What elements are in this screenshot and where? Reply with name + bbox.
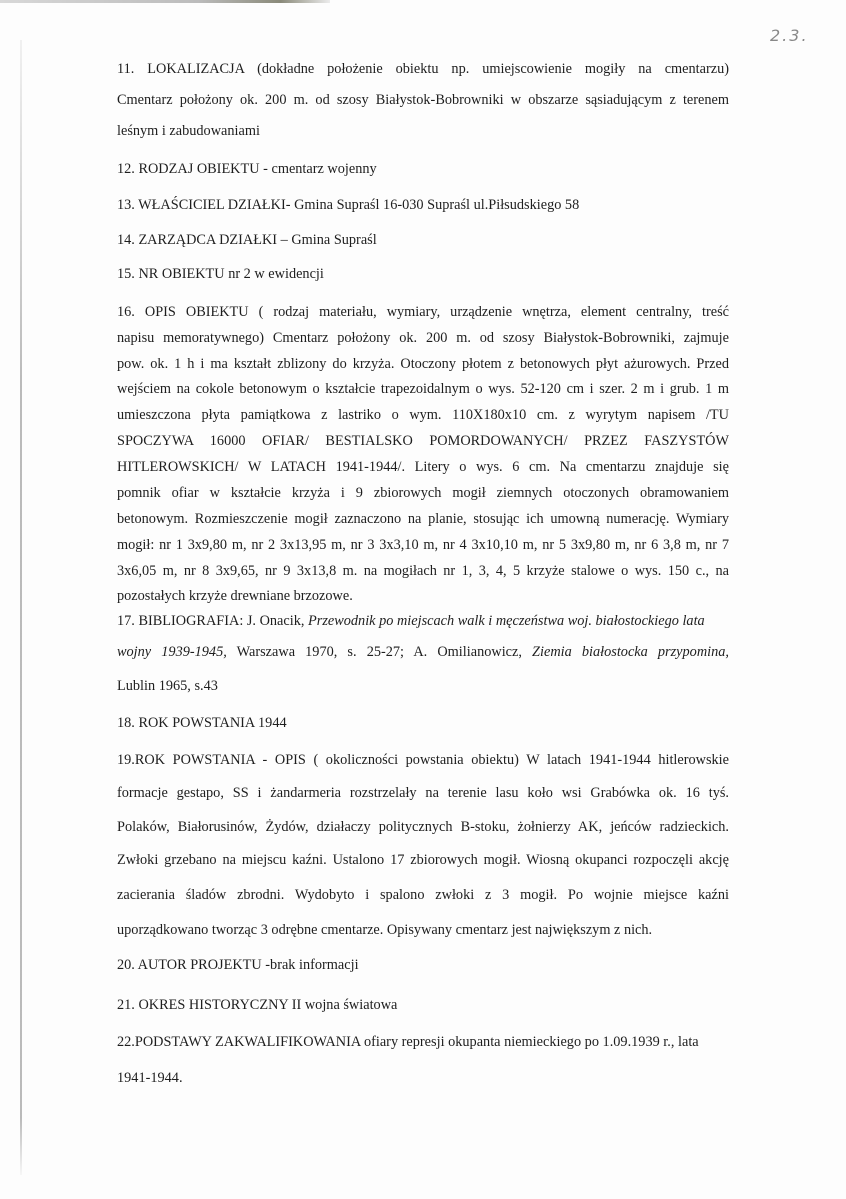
section-16-line-9: betonowym. Rozmieszczenie mogił zaznaczono na planie, stosując ich umowną numerację. Wymiary xyxy=(117,511,729,527)
section-16-line-2: napisu memoratywnego) Cmentarz położony ok. 200 m. od szosy Białystok-Bobrowniki, zajmuje xyxy=(117,330,729,346)
section-16-line-5: umieszczona płyta pamiątkowa z lastriko o wym. 110X180x10 cm. z wyrytym napisem /TU xyxy=(117,407,729,423)
section-16-line-4: wejściem na cokole betonowym o kształcie trapezoidalnym o wys. 52-120 cm i szer. 2 m i grub. 1 m xyxy=(117,381,729,397)
section-21: 21. OKRES HISTORYCZNY II wojna światowa xyxy=(117,997,398,1013)
section-22-line-1: 22.PODSTAWY ZAKWALIFIKOWANIA ofiary represji okupanta niemieckiego po 1.09.1939 r., lata xyxy=(117,1034,699,1050)
bibliography-label: 17. BIBLIOGRAFIA: J. Onacik, xyxy=(117,613,309,629)
section-12: 12. RODZAJ OBIEKTU - cmentarz wojenny xyxy=(117,161,377,177)
section-22-line-2: 1941-1944. xyxy=(117,1070,183,1086)
section-16-line-12: pozostałych krzyże drewniane brzozowe. xyxy=(117,588,353,604)
section-18: 18. ROK POWSTANIA 1944 xyxy=(117,715,287,731)
section-19-line-5: zacierania śladów zbrodni. Wydobyto i spalono zwłoki z 3 mogił. Po wojnie miejsce kaźni xyxy=(117,887,729,903)
section-15: 15. NR OBIEKTU nr 2 w ewidencji xyxy=(117,266,324,282)
bibliography-title-1: Przewodnik po miejscach walk i męczeństwa woj. białostockiego lata xyxy=(308,613,705,629)
section-16-line-10: mogił: nr 1 3x9,80 m, nr 2 3x13,95 m, nr 3 3x3,10 m, nr 4 3x10,10 m, nr 5 3x9,80 m, nr 6 3,8 m, nr 7 xyxy=(117,537,729,553)
scan-edge-top xyxy=(0,0,330,3)
section-16-line-3: pow. ok. 1 h i ma kształt zblizony do krzyża. Otoczony płotem z betonowych płyt ażurowych. Przed xyxy=(117,356,729,372)
section-19-line-2: formacje gestapo, SS i żandarmeria rozstrzelały na terenie lasu koło wsi Grabówka ok. 16 tyś. xyxy=(117,785,729,801)
section-16-line-1: 16. OPIS OBIEKTU ( rodzaj materiału, wymiary, urządzenie wnętrza, element centralny, treść xyxy=(117,304,729,320)
scan-edge-left xyxy=(20,40,22,1175)
section-11-line-1: 11. LOKALIZACJA (dokładne położenie obiektu np. umiejscowienie mogiły na cmentarzu) xyxy=(117,61,729,77)
section-11-line-3: leśnym i zabudowaniami xyxy=(117,123,260,139)
section-17-line-2 xyxy=(117,643,729,661)
section-16-line-8: pomnik ofiar w kształcie krzyża i 9 zbiorowych mogił ziemnych otoczonych obramowaniem xyxy=(117,485,729,501)
bibliography-ref: Warszawa 1970, s. 25-27; A. Omilianowicz, xyxy=(226,644,533,660)
section-13: 13. WŁAŚCICIEL DZIAŁKI- Gmina Supraśl 16-030 Supraśl ul.Piłsudskiego 58 xyxy=(117,197,580,213)
section-19-line-4: Zwłoki grzebano na miejscu kaźni. Ustalono 17 zbiorowych mogił. Wiosną okupanci rozpoczęli akcję xyxy=(117,852,729,868)
section-16-line-7: HITLEROWSKICH/ W LATACH 1941-1944/. Litery o wys. 6 cm. Na cmentarzu znajduje się xyxy=(117,459,729,475)
page-annotation: 2.3. xyxy=(770,26,809,45)
section-16-line-11: 3x6,05 m, nr 8 3x9,65, nr 9 3x13,8 m. na mogiłach nr 1, 3, 4, 5 krzyże stalowe o wys. 150 c., na xyxy=(117,563,729,579)
bibliography-title-1-cont: wojny 1939-1945, xyxy=(117,644,227,660)
section-20: 20. AUTOR PROJEKTU -brak informacji xyxy=(117,957,359,973)
section-17-line-1 xyxy=(117,612,729,630)
section-14: 14. ZARZĄDCA DZIAŁKI – Gmina Supraśl xyxy=(117,232,377,248)
section-16-line-6: SPOCZYWA 16000 OFIAR/ BESTIALSKO POMORDOWANYCH/ PRZEZ FASZYSTÓW xyxy=(117,433,729,449)
section-11-line-2: Cmentarz położony ok. 200 m. od szosy Białystok-Bobrowniki w obszarze sąsiadującym z terenem xyxy=(117,92,729,108)
bibliography-title-2: Ziemia białostocka przypomina, xyxy=(532,644,729,660)
section-19-line-1: 19.ROK POWSTANIA - OPIS ( okoliczności powstania obiektu) W latach 1941-1944 hitlerowskie xyxy=(117,752,729,768)
section-19-line-6: uporządkowano tworząc 3 odrębne cmentarze. Opisywany cmentarz jest największym z nich. xyxy=(117,922,653,938)
section-19-line-3: Polaków, Białorusinów, Żydów, działaczy politycznych B-stoku, żołnierzy AK, jeńców radzieckich. xyxy=(117,819,729,835)
section-17-line-3: Lublin 1965, s.43 xyxy=(117,678,218,694)
